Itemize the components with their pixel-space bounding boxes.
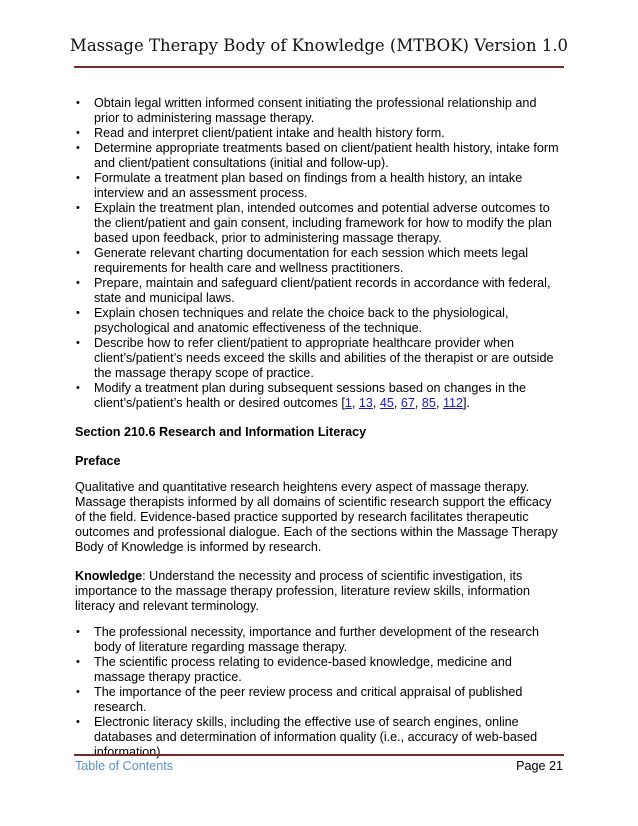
list-item: [75, 171, 565, 201]
list-item-text: Explain the treatment plan, intended outcomes and potential adverse outcomes to the client/patient and gain consent, including framework for how to modify the plan based upon feedback, prior to administering massage therapy.: [94, 201, 552, 245]
preface-heading: Preface: [75, 454, 121, 468]
citation-link[interactable]: 85: [421, 396, 436, 410]
bullet-icon: •: [76, 202, 80, 214]
list-item-text: Generate relevant charting documentation for each session which meets legal requirements for health care and wellness practitioners.: [94, 246, 529, 275]
bullet-icon: •: [76, 307, 80, 319]
citation-list: [345, 396, 463, 410]
bullet-icon: •: [76, 626, 80, 638]
list-item: [75, 655, 565, 685]
list-item: [75, 276, 565, 306]
knowledge-text: : Understand the necessity and process of scientific investigation, its importance to the massage therapy profession, literature review skills, information literacy and relevant terminology.: [75, 569, 530, 613]
knowledge-list: [75, 625, 565, 760]
list-item: [75, 141, 565, 171]
list-item: [75, 381, 565, 411]
citation-separator: ,: [372, 396, 380, 410]
bullet-icon: •: [76, 247, 80, 259]
list-item-text: Read and interpret client/patient intake and health history form.: [94, 126, 445, 140]
list-item-text: The importance of the peer review process and critical appraisal of published research.: [94, 685, 523, 714]
list-item-text: [94, 381, 526, 410]
citation-link[interactable]: 67: [400, 396, 415, 410]
citation-separator: ,: [393, 396, 401, 410]
knowledge-label: Knowledge: [75, 569, 143, 583]
list-item-text: Prepare, maintain and safeguard client/patient records in accordance with federal, state and municipal laws.: [94, 276, 551, 305]
list-item: [75, 685, 565, 715]
list-item-text: Obtain legal written informed consent initiating the professional relationship and prior to administering massage therapy.: [94, 96, 537, 125]
section-heading: Section 210.6 Research and Information Literacy: [75, 425, 367, 439]
citation-link[interactable]: 112: [442, 396, 464, 410]
list-item-text: Formulate a treatment plan based on findings from a health history, an intake interview and an assessment process.: [94, 171, 523, 200]
responsibilities-list: [75, 96, 565, 411]
list-item-text: Explain chosen techniques and relate the choice back to the physiological, psychological and anatomic effectiveness of the technique.: [94, 306, 509, 335]
citation-link[interactable]: 1: [344, 396, 352, 410]
bullet-icon: •: [76, 277, 80, 289]
preface-paragraph: Qualitative and quantitative research heightens every aspect of massage therapy. Massage therapists informed by all domains of scientific research support the efficacy of the field. Evidence-based practice supported by research facilitates therapeutic outcomes and professional dialogue. Each of the sections within the Massage Therapy Body of Knowledge is informed by research.: [75, 480, 558, 554]
citation-link[interactable]: 13: [358, 396, 373, 410]
list-item-text: Electronic literacy skills, including the effective use of search engines, online databases and determination of information quality (i.e., accuracy of web-based information).: [94, 715, 538, 759]
bullet-icon: •: [76, 127, 80, 139]
bullet-icon: •: [76, 337, 80, 349]
bullet-icon: •: [76, 142, 80, 154]
header-rule: [74, 66, 564, 68]
list-item: [75, 201, 565, 246]
page-number: Page 21: [516, 759, 563, 773]
list-item-text: The scientific process relating to evidence-based knowledge, medicine and massage therapy practice.: [94, 655, 512, 684]
page-content: [75, 96, 565, 760]
bullet-icon: •: [76, 97, 80, 109]
table-of-contents-link[interactable]: Table of Contents: [75, 759, 174, 773]
bullet-icon: •: [76, 656, 80, 668]
footer-rule: [74, 754, 564, 756]
list-item: [75, 246, 565, 276]
knowledge-paragraph: [75, 569, 565, 614]
bullet-icon: •: [76, 716, 80, 728]
bullet-icon: •: [76, 172, 80, 184]
bullet-icon: •: [76, 686, 80, 698]
list-item: [75, 126, 565, 141]
list-item: [75, 306, 565, 336]
list-item: [75, 96, 565, 126]
last-item-lead: Modify a treatment plan during subsequent sessions based on changes in the client’s/patient’s health or desired outcomes [: [94, 381, 526, 410]
citation-suffix: ].: [463, 396, 471, 410]
page-header-title: Massage Therapy Body of Knowledge (MTBOK) Version 1.0: [69, 36, 569, 55]
citation-link[interactable]: 45: [379, 396, 394, 410]
list-item-text: Determine appropriate treatments based on client/patient health history, intake form and client/patient consultations (initial and follow-up).: [94, 141, 559, 170]
citation-separator: ,: [351, 396, 359, 410]
list-item-text: Describe how to refer client/patient to appropriate healthcare provider when client’s/patient’s needs exceed the skills and abilities of the therapist or are outside the massage therapy scope of practice.: [94, 336, 554, 380]
list-item: [75, 336, 565, 381]
bullet-icon: •: [76, 382, 80, 394]
list-item: [75, 625, 565, 655]
list-item-text: The professional necessity, importance and further development of the research body of literature regarding massage therapy.: [94, 625, 539, 654]
citation-separator: ,: [435, 396, 443, 410]
citation-separator: ,: [414, 396, 422, 410]
